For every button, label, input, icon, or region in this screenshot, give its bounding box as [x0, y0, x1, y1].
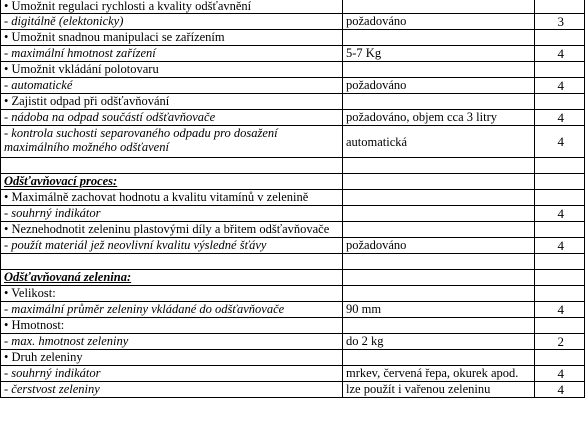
table-row: [1, 206, 585, 222]
weight-cell[interactable]: 4: [535, 238, 585, 254]
requirement-cell[interactable]: - max. hmotnost zeleniny: [1, 334, 343, 350]
value-cell[interactable]: 5-7 Kg: [343, 46, 535, 62]
requirement-cell[interactable]: • Hmotnost:: [1, 318, 343, 334]
weight-cell[interactable]: [535, 174, 585, 190]
weight-cell[interactable]: [535, 286, 585, 302]
requirement-cell[interactable]: Odšťavňovaná zelenina:: [1, 270, 343, 286]
table-row: [1, 158, 585, 174]
value-cell[interactable]: lze použít i vařenou zeleninu: [343, 382, 535, 398]
requirement-cell[interactable]: • Neznehodnotit zeleninu plastovými díly a břitem odšťavňovače: [1, 222, 343, 238]
value-cell[interactable]: požadováno: [343, 78, 535, 94]
table-row: [1, 334, 585, 350]
weight-cell[interactable]: [535, 30, 585, 46]
value-cell[interactable]: [343, 350, 535, 366]
table-row: [1, 254, 585, 270]
value-cell[interactable]: [343, 318, 535, 334]
value-cell[interactable]: požadováno: [343, 14, 535, 30]
table-row: [1, 174, 585, 190]
value-cell[interactable]: [343, 222, 535, 238]
value-cell[interactable]: [343, 286, 535, 302]
table-row: [1, 366, 585, 382]
value-cell[interactable]: [343, 206, 535, 222]
weight-cell[interactable]: 4: [535, 206, 585, 222]
value-cell[interactable]: [343, 30, 535, 46]
table-row: [1, 222, 585, 238]
table-row: [1, 270, 585, 286]
value-cell[interactable]: 90 mm: [343, 302, 535, 318]
value-cell[interactable]: [343, 270, 535, 286]
weight-cell[interactable]: [535, 158, 585, 174]
weight-cell[interactable]: 4: [535, 78, 585, 94]
weight-cell[interactable]: [535, 190, 585, 206]
value-cell[interactable]: automatická: [343, 126, 535, 158]
requirement-cell[interactable]: - souhrný indikátor: [1, 206, 343, 222]
weight-cell[interactable]: 3: [535, 14, 585, 30]
requirement-cell[interactable]: - maximální hmotnost zařízení: [1, 46, 343, 62]
requirements-table-body: [1, 0, 585, 398]
value-cell[interactable]: [343, 0, 535, 14]
value-cell[interactable]: [343, 158, 535, 174]
table-row: [1, 126, 585, 158]
weight-cell[interactable]: [535, 318, 585, 334]
weight-cell[interactable]: [535, 254, 585, 270]
requirement-cell[interactable]: - digitálně (elektonicky): [1, 14, 343, 30]
requirement-cell[interactable]: [1, 158, 343, 174]
value-cell[interactable]: [343, 94, 535, 110]
requirement-cell[interactable]: - automatické: [1, 78, 343, 94]
weight-cell[interactable]: 4: [535, 110, 585, 126]
requirement-cell[interactable]: - maximální průměr zeleniny vkládané do odšťavňovače: [1, 302, 343, 318]
requirement-cell[interactable]: • Maximálně zachovat hodnotu a kvalitu vitamínů v zelenině: [1, 190, 343, 206]
weight-cell[interactable]: 4: [535, 46, 585, 62]
table-row: [1, 46, 585, 62]
value-cell[interactable]: požadováno: [343, 238, 535, 254]
weight-cell[interactable]: [535, 94, 585, 110]
value-cell[interactable]: [343, 62, 535, 78]
weight-cell[interactable]: [535, 270, 585, 286]
table-row: [1, 30, 585, 46]
value-cell[interactable]: mrkev, červená řepa, okurek apod.: [343, 366, 535, 382]
requirement-cell[interactable]: • Druh zeleniny: [1, 350, 343, 366]
table-row: [1, 318, 585, 334]
requirement-cell[interactable]: • Umožnit snadnou manipulaci se zařízením: [1, 30, 343, 46]
weight-cell[interactable]: 4: [535, 366, 585, 382]
weight-cell[interactable]: [535, 350, 585, 366]
value-cell[interactable]: do 2 kg: [343, 334, 535, 350]
requirement-cell[interactable]: • Zajistit odpad při odšťavňování: [1, 94, 343, 110]
value-cell[interactable]: [343, 174, 535, 190]
table-row: [1, 14, 585, 30]
weight-cell[interactable]: 4: [535, 302, 585, 318]
requirement-cell[interactable]: • Umožnit vkládání polotovaru: [1, 62, 343, 78]
table-row: [1, 62, 585, 78]
requirement-cell[interactable]: • Umožnit regulaci rychlosti a kvality odšťavnění: [1, 0, 343, 14]
table-row: [1, 0, 585, 14]
weight-cell[interactable]: 4: [535, 126, 585, 158]
requirement-cell[interactable]: - nádoba na odpad součástí odšťavňovače: [1, 110, 343, 126]
weight-cell[interactable]: 2: [535, 334, 585, 350]
weight-cell[interactable]: 4: [535, 382, 585, 398]
requirement-cell[interactable]: • Velikost:: [1, 286, 343, 302]
table-row: [1, 382, 585, 398]
requirement-cell[interactable]: - čerstvost zeleniny: [1, 382, 343, 398]
weight-cell[interactable]: [535, 0, 585, 14]
requirement-cell[interactable]: Odšťavňovací proces:: [1, 174, 343, 190]
table-row: [1, 190, 585, 206]
weight-cell[interactable]: [535, 222, 585, 238]
table-row: [1, 78, 585, 94]
requirement-cell[interactable]: [1, 254, 343, 270]
value-cell[interactable]: [343, 254, 535, 270]
requirement-cell[interactable]: - souhrný indikátor: [1, 366, 343, 382]
value-cell[interactable]: [343, 190, 535, 206]
table-row: [1, 110, 585, 126]
weight-cell[interactable]: [535, 62, 585, 78]
table-row: [1, 94, 585, 110]
requirement-cell[interactable]: - použít materiál jež neovlivní kvalitu výsledné šťávy: [1, 238, 343, 254]
table-row: [1, 350, 585, 366]
table-row: [1, 302, 585, 318]
requirement-cell[interactable]: - kontrola suchosti separovaného odpadu pro dosažení maximálního možného odšťavení: [1, 126, 343, 158]
table-row: [1, 286, 585, 302]
table-row: [1, 238, 585, 254]
value-cell[interactable]: požadováno, objem cca 3 litry: [343, 110, 535, 126]
